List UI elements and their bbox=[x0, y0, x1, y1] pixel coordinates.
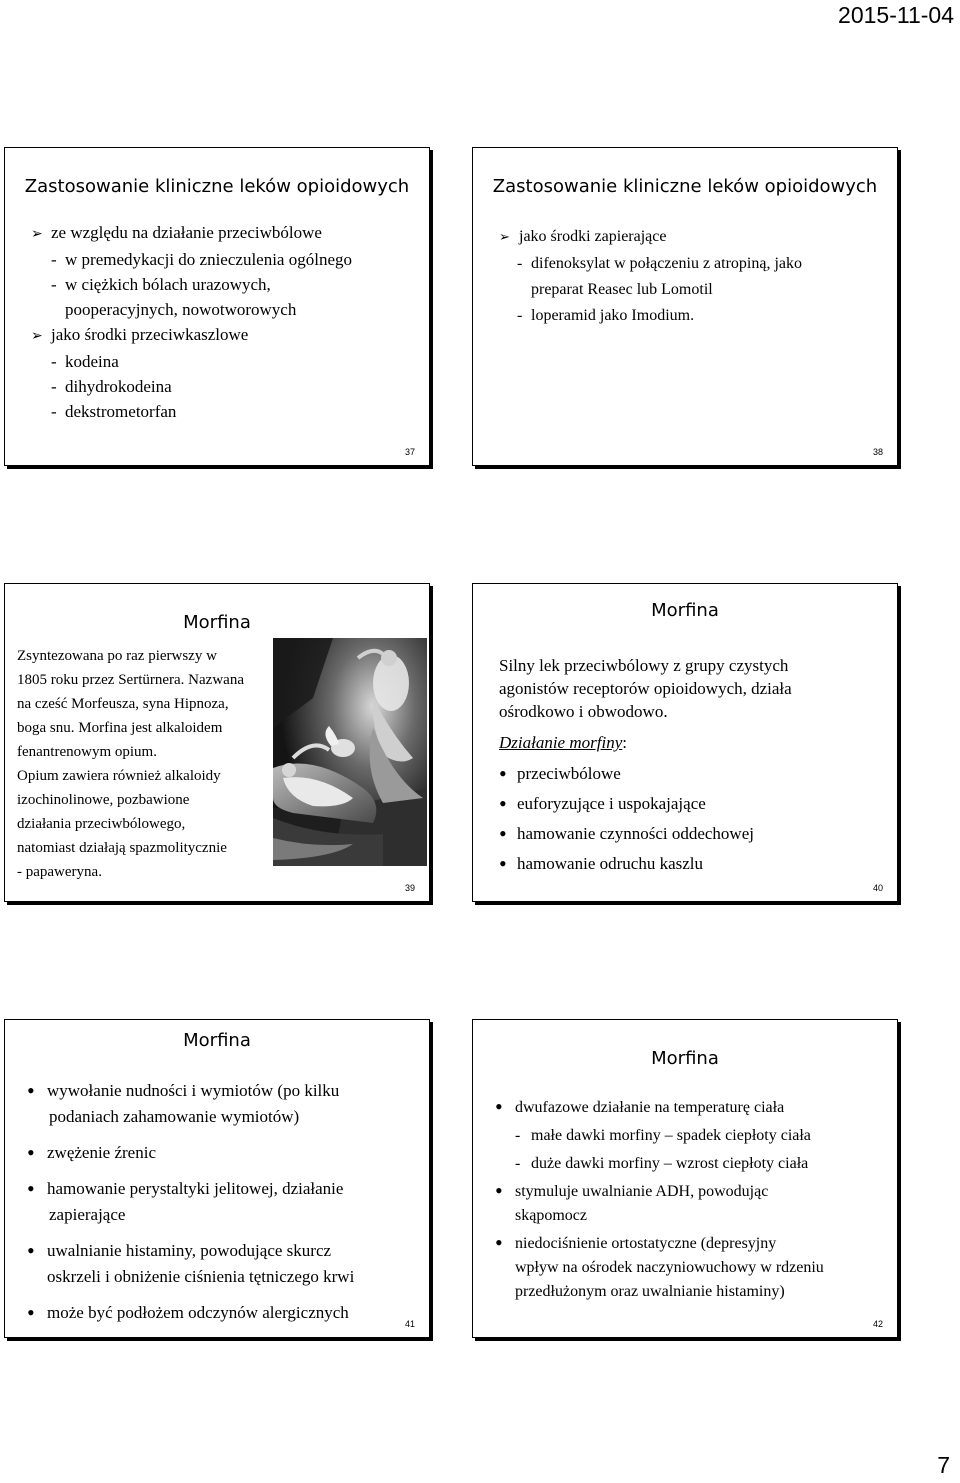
text-line: 1805 roku przez Sertürnera. Nazwana bbox=[17, 672, 244, 688]
list-item: • uwalnianie histaminy, powodujące skurcz bbox=[27, 1238, 332, 1263]
arrow-bullet-icon: ➢ bbox=[499, 230, 510, 245]
dash-bullet: - bbox=[517, 307, 523, 324]
text-line: Działanie morfiny: bbox=[499, 733, 627, 752]
slide-number: 41 bbox=[404, 1319, 415, 1329]
list-item: • może być podłożem odczynów alergicznych bbox=[27, 1300, 349, 1325]
list-item: zapierające bbox=[49, 1205, 126, 1224]
list-item: ➢ jako środki przeciwkaszlowe bbox=[5, 322, 352, 349]
slide-41 bbox=[4, 1019, 430, 1338]
slide-bullets bbox=[495, 1096, 824, 1304]
list-item: - w premedykacji do znieczulenia ogólnego bbox=[5, 247, 352, 272]
dash-bullet: - bbox=[515, 1127, 521, 1144]
list-item: preparat Reasec lub Lomotil bbox=[531, 281, 713, 298]
text-line: agonistów receptorów opioidowych, działa bbox=[499, 679, 792, 698]
list-item: • hamowanie perystaltyki jelitowej, działanie bbox=[27, 1176, 344, 1201]
page-number: 7 bbox=[937, 1452, 950, 1478]
slide-38 bbox=[472, 147, 898, 466]
list-item: • hamowanie czynności oddechowej bbox=[499, 821, 754, 846]
dash-bullet: - bbox=[51, 250, 57, 269]
slide-title: Morfina bbox=[183, 612, 251, 633]
list-item: • wywołanie nudności i wymiotów (po kilku bbox=[27, 1078, 340, 1103]
list-item: • euforyzujące i uspokajające bbox=[499, 791, 706, 816]
text-line: natomiast działają spazmolitycznie bbox=[17, 840, 227, 856]
text-line: - papaweryna. bbox=[17, 864, 102, 880]
slide-39 bbox=[4, 583, 430, 902]
dash-bullet: - bbox=[517, 255, 523, 272]
painting-illustration bbox=[273, 638, 427, 866]
list-item: - duże dawki morfiny – wzrost ciepłoty ciała bbox=[495, 1152, 824, 1176]
morpheus-painting bbox=[273, 638, 427, 866]
dash-bullet: - bbox=[51, 352, 57, 371]
dash-bullet: - bbox=[51, 377, 57, 396]
slide-bullets bbox=[473, 224, 802, 329]
text-line: izochinolinowe, pozbawione bbox=[17, 792, 190, 808]
list-item: - dekstrometorfan bbox=[5, 399, 352, 424]
list-item: - małe dawki morfiny – spadek ciepłoty ciała bbox=[495, 1124, 824, 1148]
list-item: • hamowanie odruchu kaszlu bbox=[499, 851, 703, 876]
dash-bullet: - bbox=[51, 402, 57, 421]
list-item: • przeciwbólowe bbox=[499, 761, 621, 786]
text-line: fenantrenowym opium. bbox=[17, 744, 157, 760]
slide-40 bbox=[472, 583, 898, 902]
list-item: • niedociśnienie ortostatyczne (depresyjny bbox=[495, 1230, 777, 1255]
text-line: działania przeciwbólowego, bbox=[17, 816, 186, 832]
dash-bullet: - bbox=[515, 1155, 521, 1172]
document-date: 2015-11-04 bbox=[838, 2, 954, 28]
list-item: przedłużonym oraz uwalnianie histaminy) bbox=[515, 1283, 785, 1300]
slide-title: Zastosowanie kliniczne leków opioidowych bbox=[24, 176, 410, 197]
list-item: podaniach zahamowanie wymiotów) bbox=[49, 1107, 300, 1126]
list-item: skąpomocz bbox=[515, 1207, 587, 1224]
slide-bullets bbox=[499, 654, 792, 875]
slide-number: 39 bbox=[404, 883, 415, 893]
text-line: Opium zawiera również alkaloidy bbox=[17, 768, 221, 784]
list-item: - w ciężkich bólach urazowych, bbox=[5, 272, 352, 297]
text-line: na cześć Morfeusza, syna Hipnoza, bbox=[17, 696, 229, 712]
list-item: • dwufazowe działanie na temperaturę ciała bbox=[495, 1094, 785, 1119]
slide-bullets bbox=[27, 1078, 354, 1326]
list-item: - difenoksylat w połączeniu z atropiną, jako bbox=[473, 251, 802, 277]
list-item: - loperamid jako Imodium. bbox=[473, 303, 802, 329]
slide-42 bbox=[472, 1019, 898, 1338]
list-item: • zwężenie źrenic bbox=[27, 1140, 156, 1165]
list-item: ➢ ze względu na działanie przeciwbólowe bbox=[5, 220, 352, 247]
arrow-bullet-icon: ➢ bbox=[31, 226, 43, 242]
slide-title: Zastosowanie kliniczne leków opioidowych bbox=[492, 176, 878, 197]
list-item: - dihydrokodeina bbox=[5, 374, 352, 399]
slide-37 bbox=[4, 147, 430, 466]
text-line: boga snu. Morfina jest alkaloidem bbox=[17, 720, 223, 736]
list-item: • stymuluje uwalnianie ADH, powodując bbox=[495, 1178, 769, 1203]
slide-number: 40 bbox=[872, 883, 883, 893]
list-item: oskrzeli i obniżenie ciśnienia tętniczego krwi bbox=[47, 1267, 355, 1286]
list-item: - kodeina bbox=[5, 349, 352, 374]
text-line: ośrodkowo i obwodowo. bbox=[499, 702, 668, 721]
arrow-bullet-icon: ➢ bbox=[31, 328, 43, 344]
slide-number: 42 bbox=[872, 1319, 883, 1329]
dash-bullet: - bbox=[51, 275, 57, 294]
slide-number: 38 bbox=[872, 447, 883, 457]
slide-text bbox=[17, 644, 244, 884]
list-item: wpływ na ośrodek naczyniowuchowy w rdzeniu bbox=[515, 1259, 824, 1276]
slide-title: Morfina bbox=[183, 1030, 251, 1051]
slide-title: Morfina bbox=[651, 1048, 719, 1069]
text-line: Silny lek przeciwbólowy z grupy czystych bbox=[499, 656, 789, 675]
list-item: pooperacyjnych, nowotworowych bbox=[65, 300, 297, 319]
text-line: Zsyntezowana po raz pierwszy w bbox=[17, 648, 217, 664]
slide-bullets bbox=[5, 220, 352, 424]
slide-title: Morfina bbox=[651, 600, 719, 621]
slide-number: 37 bbox=[404, 447, 415, 457]
list-item: ➢ jako środki zapierające bbox=[473, 224, 802, 251]
